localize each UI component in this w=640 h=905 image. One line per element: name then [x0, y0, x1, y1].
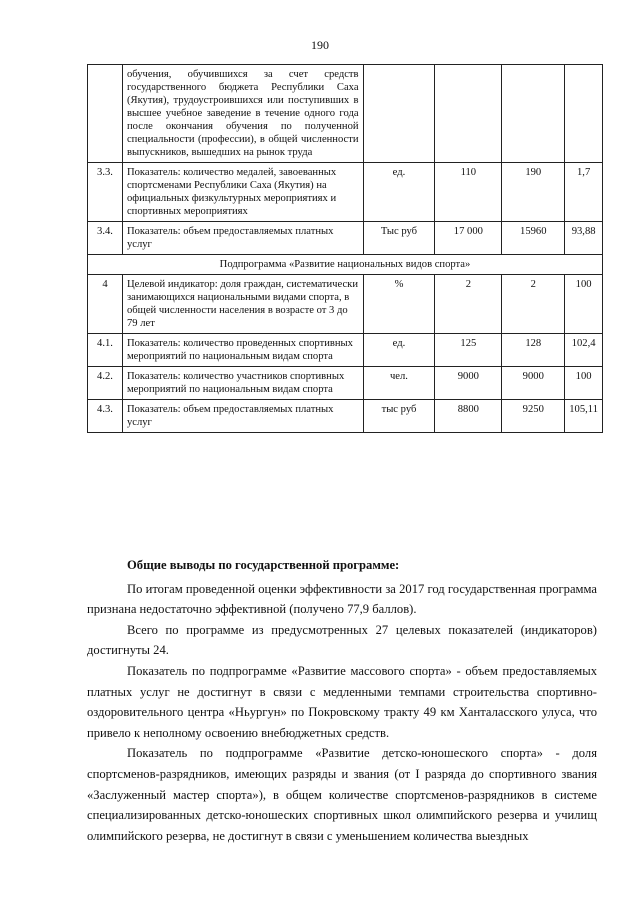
row-actual-value: 9000: [502, 367, 565, 400]
row-unit: %: [363, 275, 435, 334]
row-percent-value: 93,88: [565, 222, 603, 255]
table-row: [88, 334, 603, 367]
subprogram-header-row: [88, 255, 603, 275]
row-plan-value: 9000: [435, 367, 502, 400]
row-percent-value: 100: [565, 367, 603, 400]
table-row: [88, 65, 603, 163]
conclusions-section: [87, 555, 597, 846]
row-unit: чел.: [363, 367, 435, 400]
indicators-table: [87, 64, 603, 433]
row-unit: Тыс руб: [363, 222, 435, 255]
row-percent-value: 105,11: [565, 400, 603, 433]
row-plan-value: 2: [435, 275, 502, 334]
conclusion-paragraph: Показатель по подпрограмме «Развитие детско-юношеского спорта» - доля спортсменов-разрядников, имеющих разряды и звания (от I разряда до спортивного звания «Заслуженный мастер спорта»), в общем количестве спортсменов-разрядников в системе специализированных детско-юношеских спортивных школ олимпийского резерва и училищ олимпийского резерва, не достигнут в связи с уменьшением количества выездных: [87, 746, 597, 843]
table-row: [88, 367, 603, 400]
row-actual-value: 9250: [502, 400, 565, 433]
conclusions-heading: Общие выводы по государственной программе:: [127, 558, 400, 572]
conclusion-paragraph: Всего по программе из предусмотренных 27 целевых показателей (индикаторов) достигнуты 24.: [87, 622, 597, 658]
row-name: Показатель: объем предоставляемых платных услуг: [122, 222, 363, 255]
row-name: Показатель: количество проведенных спортивных мероприятий по национальным видам спорта: [122, 334, 363, 367]
table-row: [88, 222, 603, 255]
row-number: [88, 65, 123, 163]
row-actual-value: 2: [502, 275, 565, 334]
row-plan-value: [435, 65, 502, 163]
row-percent-value: 100: [565, 275, 603, 334]
page-number: 190: [311, 38, 329, 52]
row-plan-value: 17 000: [435, 222, 502, 255]
conclusion-paragraph: По итогам проведенной оценки эффективности за 2017 год государственная программа признана недостаточно эффективной (получено 77,9 баллов).: [87, 581, 597, 617]
row-number: 3.3.: [88, 163, 123, 222]
table-row: [88, 400, 603, 433]
row-percent-value: 102,4: [565, 334, 603, 367]
row-name: обучения, обучившихся за счет средств государственного бюджета Республики Саха (Якутия), трудоустроившихся или поступивших в высшее учебное заведение в течение одного года после окончания обучения по полученной специальности (профессии), в общей численности выпускников, вышедших на рынок труда: [122, 65, 363, 163]
row-name: Показатель: объем предоставляемых платных услуг: [122, 400, 363, 433]
row-number: 4.2.: [88, 367, 123, 400]
row-unit: ед.: [363, 163, 435, 222]
row-plan-value: 8800: [435, 400, 502, 433]
row-number: 4.3.: [88, 400, 123, 433]
row-actual-value: 15960: [502, 222, 565, 255]
row-actual-value: [502, 65, 565, 163]
row-number: 4.1.: [88, 334, 123, 367]
row-number: 3.4.: [88, 222, 123, 255]
table-row: [88, 275, 603, 334]
row-actual-value: 190: [502, 163, 565, 222]
conclusion-paragraph: Показатель по подпрограмме «Развитие массового спорта» - объем предоставляемых платных услуг не достигнут в связи с медленными темпами строительства спортивно-оздоровительного центра «Ньургун» по Покровскому тракту 49 км Ханталасского улуса, что привело к неполному освоению внебюджетных средств.: [87, 663, 597, 740]
row-percent-value: [565, 65, 603, 163]
row-percent-value: 1,7: [565, 163, 603, 222]
row-plan-value: 125: [435, 334, 502, 367]
row-actual-value: 128: [502, 334, 565, 367]
table-row: [88, 163, 603, 222]
row-name: Показатель: количество участников спортивных мероприятий по национальным видам спорта: [122, 367, 363, 400]
row-name: Целевой индикатор: доля граждан, систематически занимающихся национальными видами спорта, в общей численности населения в возрасте от 3 до 79 лет: [122, 275, 363, 334]
row-unit: тыс руб: [363, 400, 435, 433]
row-name: Показатель: количество медалей, завоеванных спортсменами Республики Саха (Якутия) на официальных физкультурных мероприятиях и спортивных мероприятиях: [122, 163, 363, 222]
row-plan-value: 110: [435, 163, 502, 222]
row-number: 4: [88, 275, 123, 334]
row-unit: [363, 65, 435, 163]
subprogram-header: Подпрограмма «Развитие национальных видов спорта»: [88, 255, 603, 275]
row-unit: ед.: [363, 334, 435, 367]
